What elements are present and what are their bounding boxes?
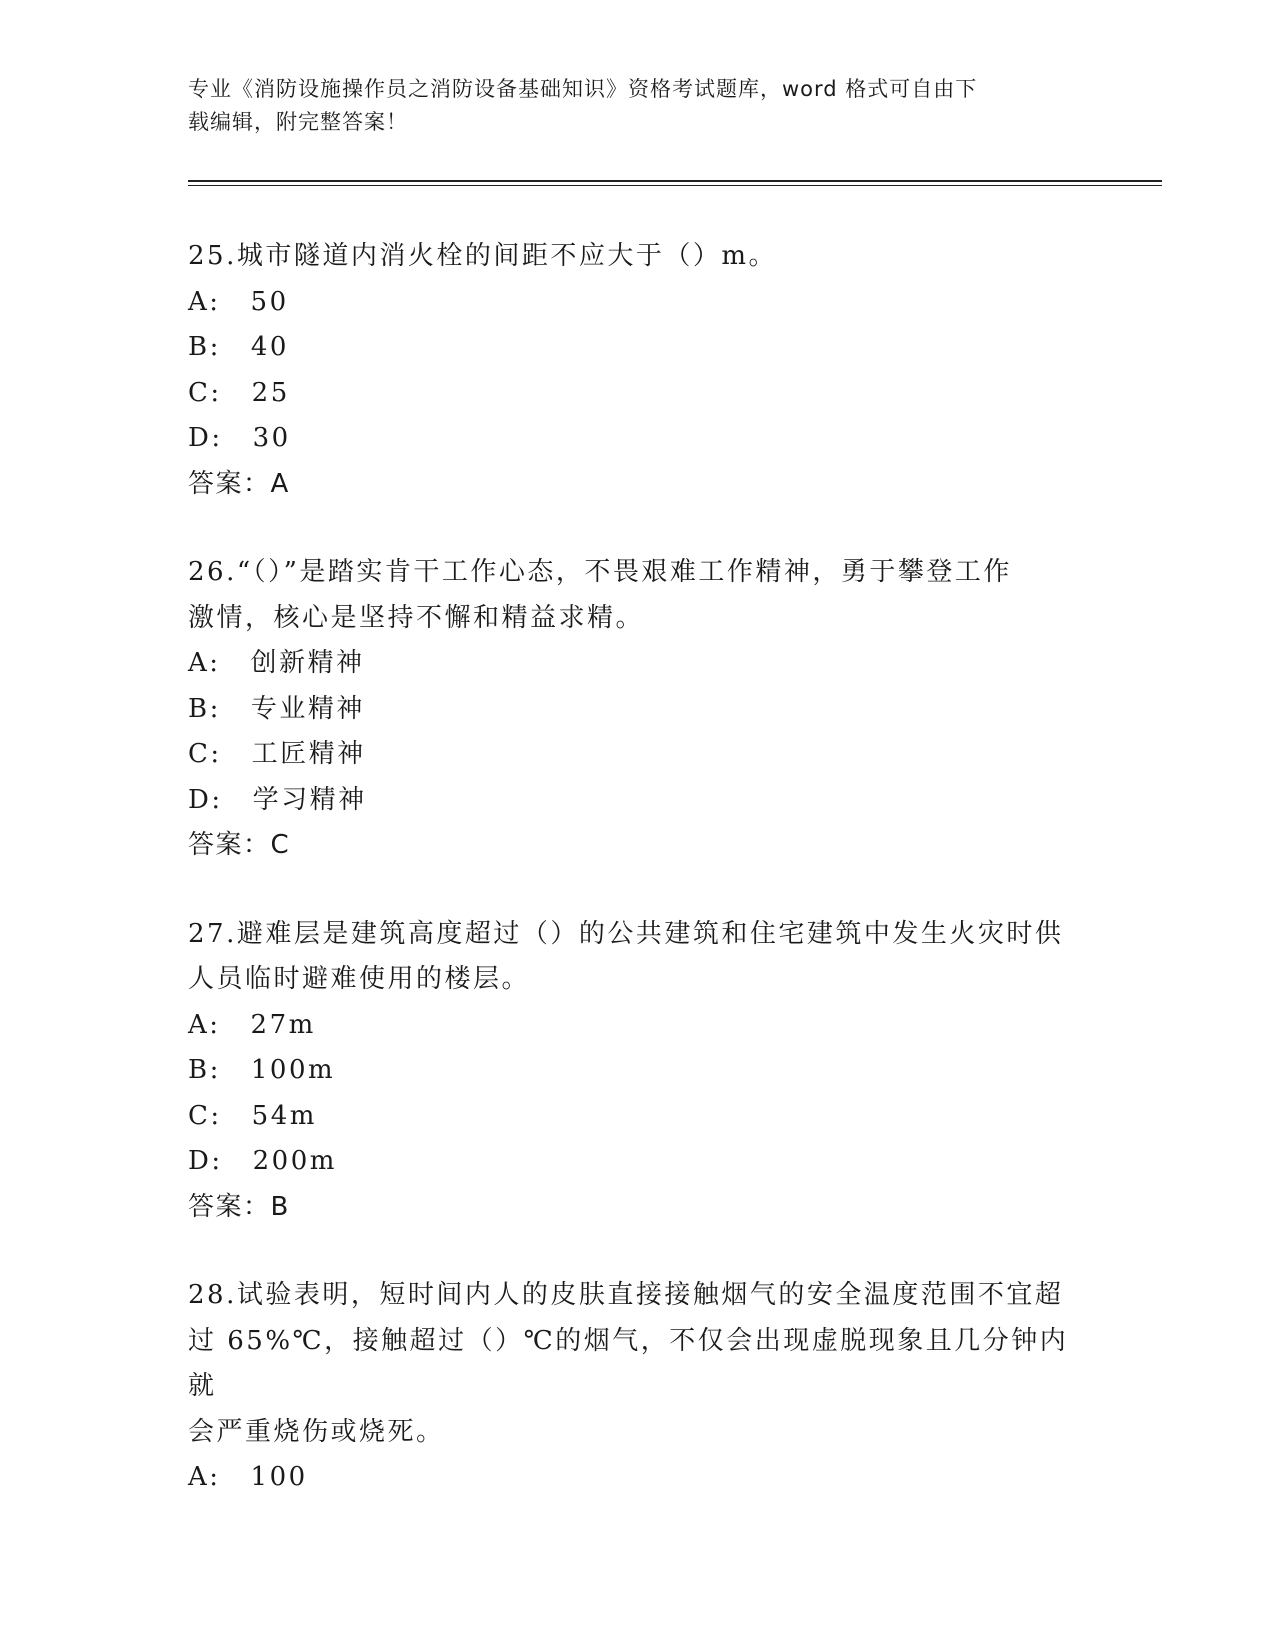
header-line-1: 专业《消防设施操作员之消防设备基础知识》资格考试题库，word 格式可自由下 [188,77,978,101]
option-text: 30 [252,423,291,453]
option-letter: D: [188,423,223,453]
option-letter: A: [188,1462,221,1492]
option-text: 25 [251,377,290,408]
option-a [188,641,1088,687]
option-letter: A: [188,648,221,678]
option-d [188,1139,1088,1185]
question-stem: 25.城市隧道内消火栓的间距不应大于（）m。 [188,241,778,271]
document-header [188,73,1088,139]
answer-line: 答案：C [188,830,291,860]
option-a [188,1003,1088,1049]
option-letter: D: [188,1146,223,1176]
option-text: 100 [250,1462,308,1492]
answer-line: 答案：B [188,1191,290,1222]
option-letter: B: [188,332,221,362]
option-letter: A: [188,286,221,317]
option-d [188,416,1088,462]
option-text: 54m [251,1100,317,1131]
header-line-2: 载编辑，附完整答案！ [188,110,408,134]
option-text: 40 [250,332,289,362]
header-divider [188,180,1162,186]
question-stem: 28.试验表明，短时间内人的皮肤直接接触烟气的安全温度范围不宜超 [188,1280,1064,1310]
option-a [188,1455,1088,1501]
option-letter: C: [188,739,222,769]
option-text: 200m [252,1146,337,1176]
option-text: 学习精神 [252,784,367,815]
question-list [188,234,1088,1544]
option-b [188,325,1088,371]
question-stem: 人员临时避难使用的楼层。 [188,964,531,994]
question-27 [188,912,1088,1231]
option-text: 100m [250,1055,336,1085]
option-text: 50 [250,286,289,317]
question-stem: 过 65%℃，接触超过（）℃的烟气，不仅会出现虚脱现象且几分钟内就 [188,1325,1069,1401]
option-letter: C: [188,377,222,408]
question-stem: 激情，核心是坚持不懈和精益求精。 [188,602,645,633]
option-text: 27m [250,1009,316,1040]
option-a [188,280,1088,326]
option-d [188,778,1088,824]
option-letter: B: [188,693,221,724]
question-stem: 会严重烧伤或烧死。 [188,1416,445,1447]
option-c [188,1094,1088,1140]
option-text: 创新精神 [250,648,365,678]
option-text: 专业精神 [250,693,365,724]
option-b [188,1048,1088,1094]
option-letter: A: [188,1009,221,1040]
question-stem: 26.“（）”是踏实肯干工作心态，不畏艰难工作精神，勇于攀登工作 [188,557,1012,587]
question-25 [188,234,1088,507]
option-c [188,732,1088,778]
option-letter: D: [188,784,223,815]
question-26 [188,550,1088,869]
option-text: 工匠精神 [251,739,366,769]
option-letter: C: [188,1100,222,1131]
option-b [188,687,1088,733]
answer-line: 答案：A [188,468,290,499]
question-stem: 27.避难层是建筑高度超过（）的公共建筑和住宅建筑中发生火灾时供 [188,918,1064,949]
option-letter: B: [188,1055,221,1085]
option-c [188,371,1088,417]
question-28 [188,1273,1088,1501]
